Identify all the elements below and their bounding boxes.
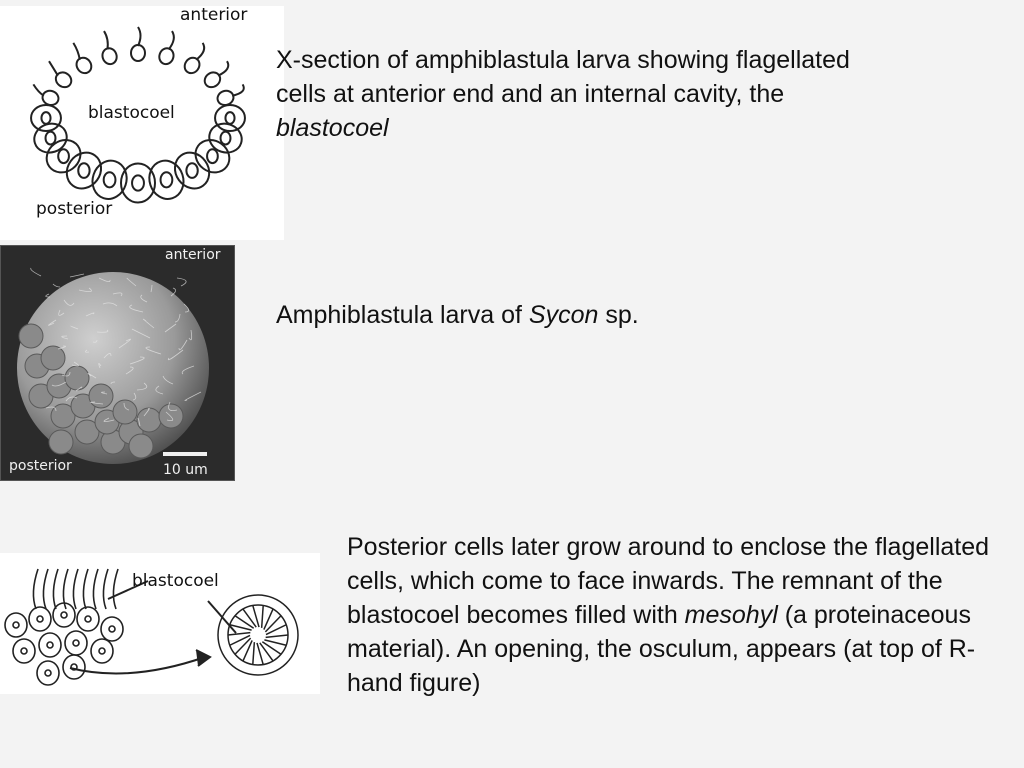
inward-flagellum (262, 605, 264, 627)
cell-nucleus (46, 132, 56, 145)
cell (31, 105, 61, 131)
cell (31, 119, 71, 156)
cell-nucleus (104, 172, 116, 187)
flagellum (196, 43, 204, 60)
caption-inversion-italic: mesohyl (684, 601, 778, 629)
cell (13, 639, 35, 663)
sem-photo-figure (0, 245, 235, 481)
cell-nucleus (47, 642, 53, 648)
sem-cell-bump (49, 430, 73, 454)
caption-inversion-text: Posterior cells later grow around to enclose the flagellated cells, which come to face inwards. The remnant of the blastocoel becomes filled with (347, 533, 990, 629)
scale-bar-label: 10 um (163, 462, 208, 478)
flagellum (73, 569, 78, 609)
flagellum (169, 31, 174, 49)
sem-cell-bump (89, 384, 113, 408)
sem-cell-bump (129, 434, 153, 458)
cell (91, 639, 113, 663)
cell (37, 661, 59, 685)
caption-cross-section (276, 43, 896, 145)
cell-nucleus (45, 670, 51, 676)
cell-nucleus (207, 149, 218, 163)
caption-sem-suffix: sp. (598, 301, 639, 329)
caption-sem-photo (276, 298, 876, 332)
cell-nucleus (161, 172, 173, 187)
cell (131, 45, 145, 61)
caption-cross-section-italic: blastocoel (276, 114, 389, 142)
label-blastocoel: blastocoel (88, 103, 175, 123)
label-anterior: anterior (180, 6, 248, 25)
cell-nucleus (41, 112, 50, 124)
cell (202, 69, 223, 90)
cell (74, 55, 95, 76)
cell-nucleus (186, 163, 197, 178)
inverted-larva-inner (228, 605, 288, 665)
cell-nucleus (132, 175, 144, 190)
sem-photo-drawing (1, 246, 234, 480)
inward-flagellum (266, 625, 286, 635)
cell-nucleus (109, 626, 115, 632)
caption-sem-italic: Sycon (528, 301, 599, 329)
inward-flagellum (228, 633, 250, 635)
flagellum (53, 569, 58, 609)
cell (206, 119, 246, 156)
cell-nucleus (99, 648, 105, 654)
flagellum (73, 43, 79, 60)
cross-section-drawing (0, 6, 284, 240)
cell-nucleus (221, 132, 231, 145)
flagellum (104, 31, 108, 49)
inward-flagellum (265, 616, 281, 632)
caption-inversion-text-end: (a proteinaceous material). An opening, the osculum, appears (at top of R-hand figure) (347, 601, 976, 697)
cell-nucleus (85, 616, 91, 622)
amphiblastula-cross-section-figure (0, 6, 284, 240)
inversion-drawing (0, 553, 320, 694)
flagellum (43, 569, 48, 609)
cell (101, 617, 123, 641)
sem-label-posterior: posterior (9, 458, 72, 474)
cell (189, 133, 236, 179)
cell (53, 603, 75, 627)
cell (77, 607, 99, 631)
sem-cell-bump (65, 366, 89, 390)
sem-cell-bump (19, 324, 43, 348)
cell-nucleus (73, 640, 79, 646)
cell (65, 631, 87, 655)
caption-cross-section-text: X-section of amphiblastula larva showing flagellated cells at anterior end and an internal cavity, the (276, 46, 850, 108)
sem-label-anterior: anterior (165, 247, 221, 263)
flagellum (33, 569, 38, 609)
flagellum (93, 569, 98, 609)
cell (39, 633, 61, 657)
inward-flagellum (253, 642, 255, 664)
cell-nucleus (37, 616, 43, 622)
cell-nucleus (225, 112, 234, 124)
cell (29, 607, 51, 631)
sem-cell-bump (159, 404, 183, 428)
cell (5, 613, 27, 637)
cell-nucleus (21, 648, 27, 654)
cell (157, 46, 175, 66)
scale-bar (163, 452, 207, 456)
inversion-figure (0, 553, 320, 694)
sem-cell-bump (137, 408, 161, 432)
flagellum (113, 569, 118, 609)
caption-inversion (347, 530, 1007, 700)
sem-cell-bump (41, 346, 65, 370)
inward-flagellum (235, 638, 251, 654)
caption-sem-prefix: Amphiblastula larva of (276, 301, 529, 329)
inward-flagellum (230, 635, 250, 645)
cell-nucleus (13, 622, 19, 628)
cell-nucleus (78, 163, 89, 178)
flagellum (103, 569, 108, 609)
flagellum (49, 61, 58, 75)
cell (215, 105, 245, 131)
sem-cell-bump (113, 400, 137, 424)
flagellum (33, 84, 43, 95)
arrow-head (196, 650, 210, 666)
flagellum (138, 27, 141, 46)
cell (40, 133, 87, 179)
cell (100, 46, 118, 66)
flagellum (232, 84, 244, 95)
inversion-label-blastocoel: blastocoel (132, 571, 219, 591)
inward-flagellum (266, 635, 288, 637)
cell (168, 146, 216, 195)
flagellum (218, 61, 228, 75)
flagellum (83, 569, 88, 609)
cell (63, 655, 85, 679)
label-posterior: posterior (36, 199, 113, 219)
cell-nucleus (61, 612, 67, 618)
cell-nucleus (58, 149, 69, 163)
arrow-shaft (70, 657, 205, 673)
